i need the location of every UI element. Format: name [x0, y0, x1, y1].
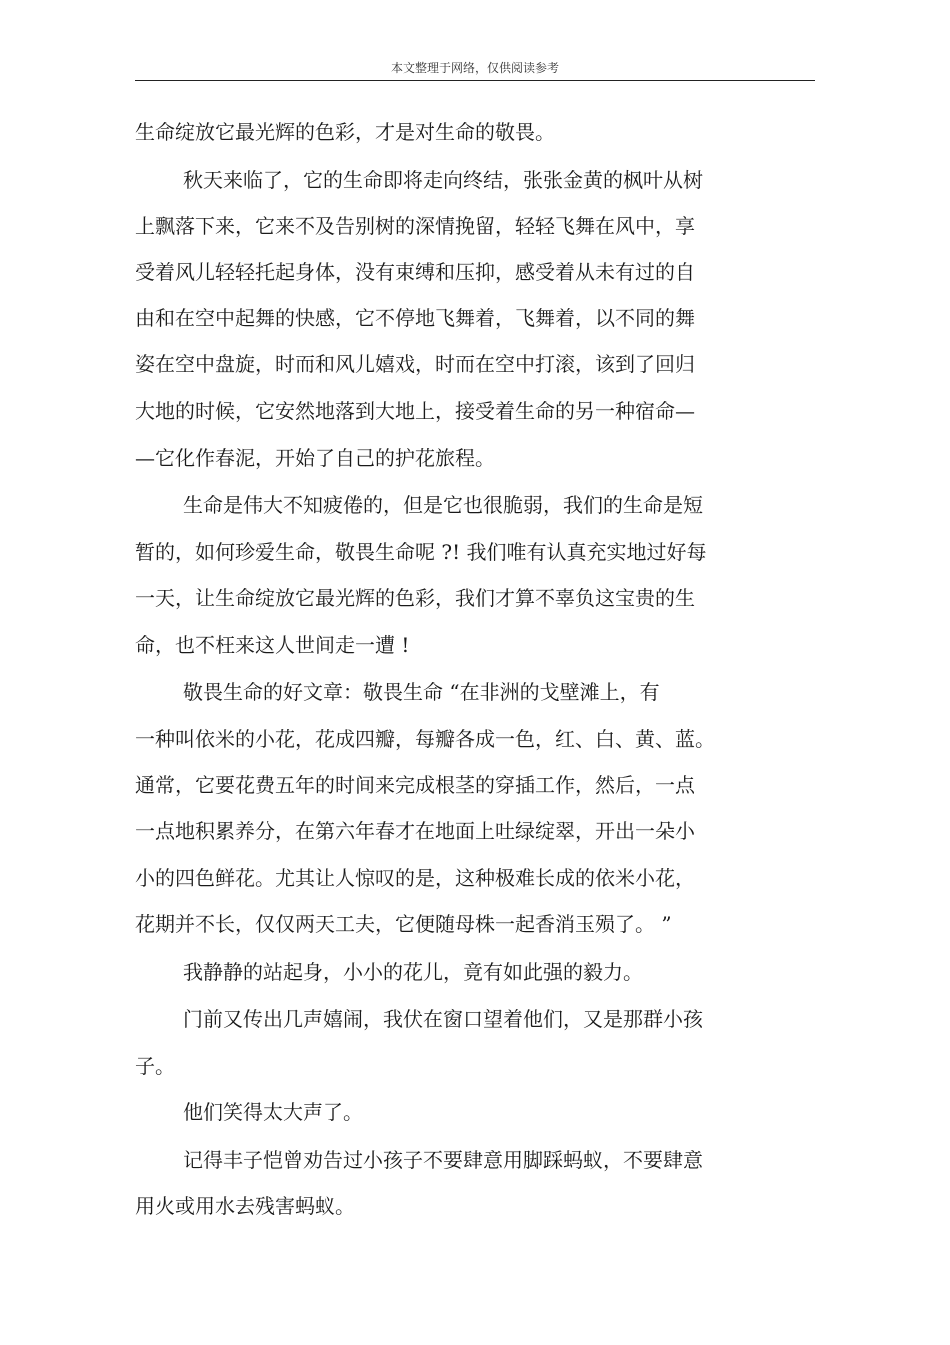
text-line: 记得丰子恺曾劝告过小孩子不要肆意用脚踩蚂蚁，不要肆意 [183, 1148, 703, 1172]
text-line: 通常，它要花费五年的时间来完成根茎的穿插工作，然后，一点 [135, 773, 695, 797]
text-line: 姿在空中盘旋，时而和风儿嬉戏，时而在空中打滚，该到了回归 [135, 352, 695, 376]
text-line: 受着风儿轻轻托起身体，没有束缚和压抑，感受着从未有过的自 [135, 260, 695, 284]
text-line: 门前又传出几声嬉闹，我伏在窗口望着他们，又是那群小孩 [183, 1007, 703, 1031]
text-line: —它化作春泥，开始了自己的护花旅程。 [135, 446, 495, 470]
text-line: 命，也不枉来这人世间走一遭 ! [135, 633, 410, 657]
text-line: 上飘落下来，它来不及告别树的深情挽留，轻轻飞舞在风中，享 [135, 214, 695, 238]
text-line: 秋天来临了，它的生命即将走向终结，张张金黄的枫叶从树 [183, 168, 703, 192]
text-line: 生命绽放它最光辉的色彩，才是对生命的敬畏。 [135, 120, 555, 144]
text-line: 暂的，如何珍爱生命，敬畏生命呢 ?! 我们唯有认真充实地过好每 [135, 540, 707, 564]
text-line: 一天，让生命绽放它最光辉的色彩，我们才算不辜负这宝贵的生 [135, 586, 695, 610]
text-line: 大地的时候，它安然地落到大地上，接受着生命的另一种宿命— [135, 399, 695, 423]
text-line: 一点地积累养分，在第六年春才在地面上吐绿绽翠，开出一朵小 [135, 819, 695, 843]
text-line: 我静静的站起身，小小的花儿，竟有如此强的毅力。 [183, 960, 643, 984]
text-line: 敬畏生命的好文章：敬畏生命 “在非洲的戈壁滩上，有 [183, 680, 660, 704]
text-line: 花期并不长，仅仅两天工夫，它便随母株一起香消玉殒了。 ” [135, 912, 672, 936]
text-line: 小的四色鲜花。尤其让人惊叹的是，这种极难长成的依米小花， [135, 866, 695, 890]
text-line: 用火或用水去残害蚂蚁。 [135, 1194, 355, 1218]
text-line: 一种叫依米的小花，花成四瓣，每瓣各成一色，红、白、黄、蓝。 [135, 727, 715, 751]
text-line: 他们笑得太大声了。 [183, 1100, 363, 1124]
page-header [135, 58, 815, 81]
text-line: 子。 [135, 1054, 175, 1078]
text-line: 由和在空中起舞的快感，它不停地飞舞着，飞舞着，以不同的舞 [135, 306, 695, 330]
header-text: 本文整理于网络，仅供阅读参考 [390, 61, 559, 75]
text-line: 生命是伟大不知疲倦的，但是它也很脆弱，我们的生命是短 [183, 493, 703, 517]
